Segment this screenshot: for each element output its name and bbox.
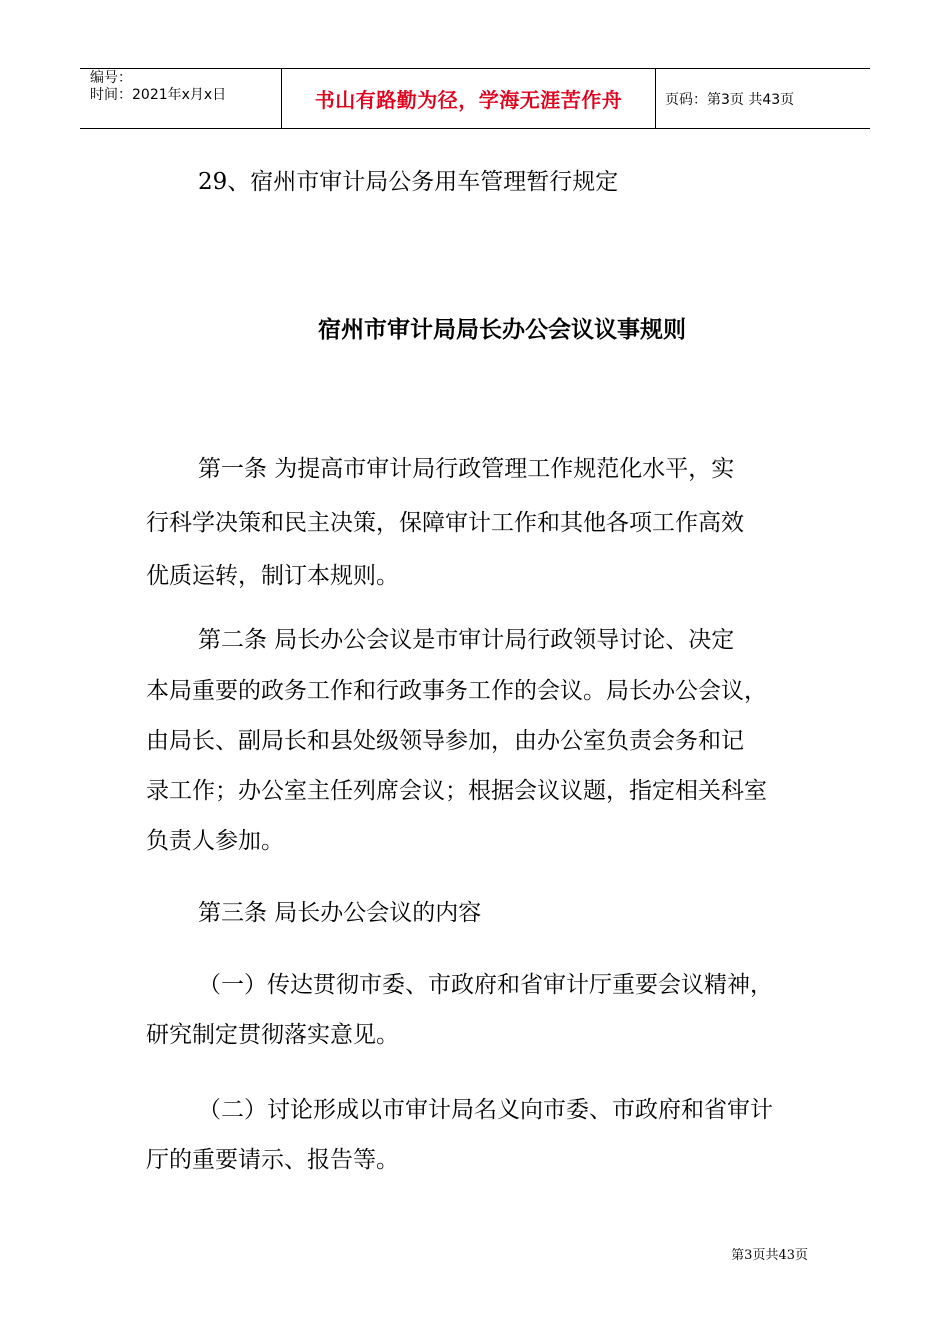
body-line: 负责人参加。 [146,828,284,854]
body-line: 由局长、副局长和县处级领导参加，由办公室负责会务和记 [146,728,744,754]
header-page-info: 页码：第3页 共43页 [665,91,795,108]
number-label: 编号： [90,70,132,86]
time-label: 时间：2021年x月x日 [90,87,227,103]
body-line: 厅的重要请示、报告等。 [146,1147,399,1173]
body-line: 第二条 局长办公会议是市审计局行政领导讨论、决定 [198,627,735,653]
header-slogan-cell [282,69,656,128]
body-line: 第三条 局长办公会议的内容 [198,900,482,926]
body-line: 第一条 为提高市审计局行政管理工作规范化水平，实 [198,456,735,482]
toc-item: 29、宿州市审计局公务用车管理暂行规定 [198,169,619,195]
body-line: 优质运转，制订本规则。 [146,563,399,589]
body-line: 行科学决策和民主决策，保障审计工作和其他各项工作高效 [146,510,744,536]
document-title: 宿州市审计局局长办公会议议事规则 [318,317,686,343]
page-header [80,68,870,129]
header-slogan: 书山有路勤为径，学海无涯苦作舟 [314,88,623,112]
body-line: 录工作；办公室主任列席会议；根据会议议题，指定相关科室 [146,778,767,804]
body-line: （二）讨论形成以市审计局名义向市委、市政府和省审计 [198,1097,773,1123]
header-meta [80,69,282,128]
body-line: （一）传达贯彻市委、市政府和省审计厅重要会议精神， [198,972,773,998]
page-footer: 第3页共43页 [731,1248,808,1263]
body-line: 研究制定贯彻落实意见。 [146,1022,399,1048]
body-line: 本局重要的政务工作和行政事务工作的会议。局长办公会议， [146,678,767,704]
